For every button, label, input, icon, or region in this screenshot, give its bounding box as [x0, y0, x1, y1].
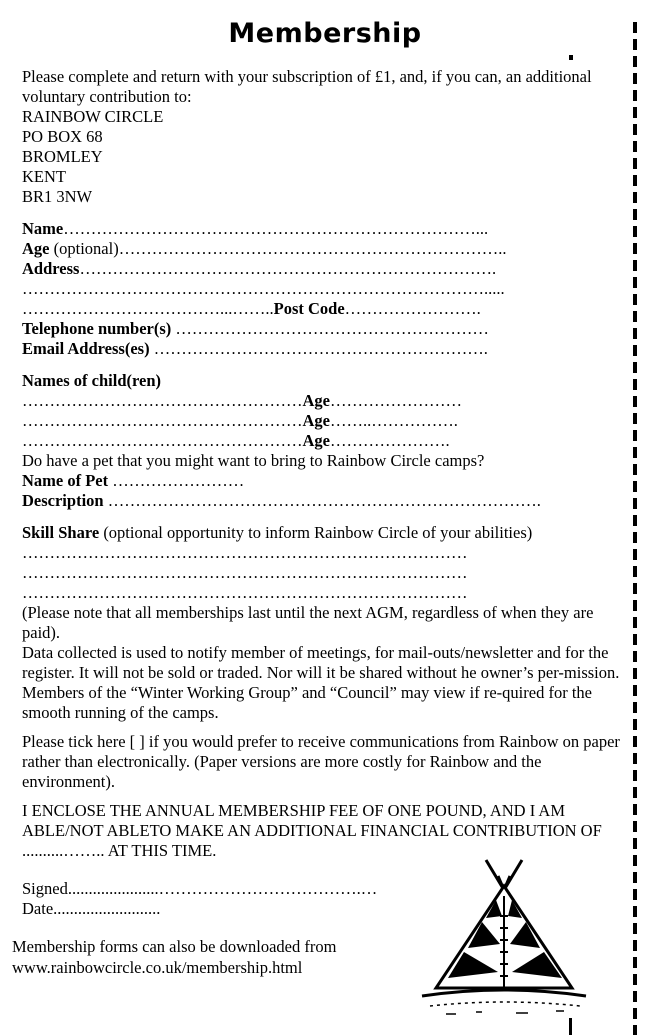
address-dots: ………………………………………………………………….	[79, 259, 497, 278]
address-label: Address	[22, 259, 80, 278]
data-notice: Data collected is used to notify member of meetings, for mail-outs/newsletter and for the register. It will not be sold or traded. Nor will it be shared without he owner’s per-mission. Members of the “Winter Working Group” and “Council” may view if re-quired for the smooth running of the camps.	[22, 643, 620, 722]
name-label: Name	[22, 219, 64, 238]
age-optional: (optional)	[49, 239, 119, 258]
email-field[interactable]	[22, 339, 622, 359]
pet-name-field[interactable]	[22, 471, 622, 491]
address-field[interactable]	[22, 259, 622, 279]
skill-line[interactable]: ………………………………………………………………………	[22, 563, 468, 582]
postcode-dots: …………………….	[344, 299, 481, 318]
dashed-cut-line	[633, 22, 637, 1035]
telephone-dots: …………………………………………………	[171, 319, 489, 338]
download-note	[12, 936, 336, 978]
declaration: I ENCLOSE THE ANNUAL MEMBERSHIP FEE OF ONE POUND, AND I AM ABLE/NOT ABLETO MAKE AN ADDITIONAL FINANCIAL CONTRIBUTION OF ..........…….. AT THIS TIME.	[22, 801, 602, 860]
age-label: Age	[22, 239, 50, 258]
intro-text: Please complete and return with your subscription of £1, and, if you can, an additional voluntary contribution to:	[22, 67, 592, 106]
skill-share-heading	[22, 523, 622, 543]
name-field[interactable]	[22, 219, 622, 239]
stray-dot	[569, 55, 573, 60]
email-label: Email Address(es)	[22, 339, 150, 358]
address-line: BROMLEY	[22, 147, 103, 166]
age-field[interactable]	[22, 239, 622, 259]
agm-note: (Please note that all memberships last until the next AGM, regardless of when they are paid).	[22, 603, 594, 642]
child-age-label: Age	[302, 411, 330, 430]
skill-label: Skill Share	[22, 523, 100, 542]
telephone-field[interactable]	[22, 319, 622, 339]
name-dots: …………………………………………………………………...	[63, 219, 489, 238]
address-line: PO BOX 68	[22, 127, 103, 146]
child-age-dots: ……..…………….	[330, 411, 458, 430]
address-field-line2[interactable]: ………………………………………………………………………….....	[22, 279, 505, 298]
footer-url: www.rainbowcircle.co.uk/membership.html	[12, 958, 303, 977]
address-line: BR1 3NW	[22, 187, 93, 206]
child-age-label: Age	[302, 431, 330, 450]
pet-name-dots: ……………………	[108, 471, 245, 490]
footer-line: Membership forms can also be downloaded from	[12, 937, 337, 956]
pet-name-label: Name of Pet	[22, 471, 109, 490]
child-row[interactable]	[22, 411, 622, 431]
children-heading: Names of child(ren)	[22, 371, 162, 390]
skill-line[interactable]: ………………………………………………………………………	[22, 583, 468, 602]
address-postcode-line[interactable]	[22, 299, 622, 319]
pet-question: Do have a pet that you might want to bring to Rainbow Circle camps?	[22, 451, 485, 470]
description-label: Description	[22, 491, 104, 510]
telephone-label: Telephone number(s)	[22, 319, 172, 338]
child-row[interactable]	[22, 431, 622, 451]
tipi-logo-icon	[416, 856, 592, 1018]
child-name-dots: ……………………………………………	[22, 391, 303, 410]
skill-text: (optional opportunity to inform Rainbow Circle of your abilities)	[99, 523, 533, 542]
age-dots: ……………………………………………………………..	[118, 239, 507, 258]
postal-address	[22, 107, 622, 207]
child-age-dots: ………………….	[330, 431, 450, 450]
description-dots: …………………………………………………………………….	[103, 491, 541, 510]
description-field[interactable]	[22, 491, 622, 511]
membership-form	[22, 67, 622, 919]
paper-preference: Please tick here [ ] if you would prefer to receive communications from Rainbow on paper rather than electronically. (Paper versions are more costly for Rainbow and the environment).	[22, 732, 620, 791]
cut-mark	[569, 1018, 572, 1035]
email-dots: …………………………………………………….	[149, 339, 488, 358]
child-name-dots: ……………………………………………	[22, 411, 303, 430]
child-age-label: Age	[302, 391, 330, 410]
child-age-dots: ……………………	[330, 391, 462, 410]
page-title: Membership	[228, 18, 422, 49]
address-line3-dots: ………………………………...……..	[22, 299, 274, 318]
address-line: KENT	[22, 167, 66, 186]
address-line: RAINBOW CIRCLE	[22, 107, 164, 126]
child-name-dots: ……………………………………………	[22, 431, 303, 450]
postcode-label: Post Code	[273, 299, 345, 318]
date-field[interactable]: Date..........................	[22, 899, 161, 918]
signed-field[interactable]: Signed......................……………………………….…	[22, 879, 378, 898]
child-row[interactable]	[22, 391, 622, 411]
skill-line[interactable]: ………………………………………………………………………	[22, 543, 468, 562]
